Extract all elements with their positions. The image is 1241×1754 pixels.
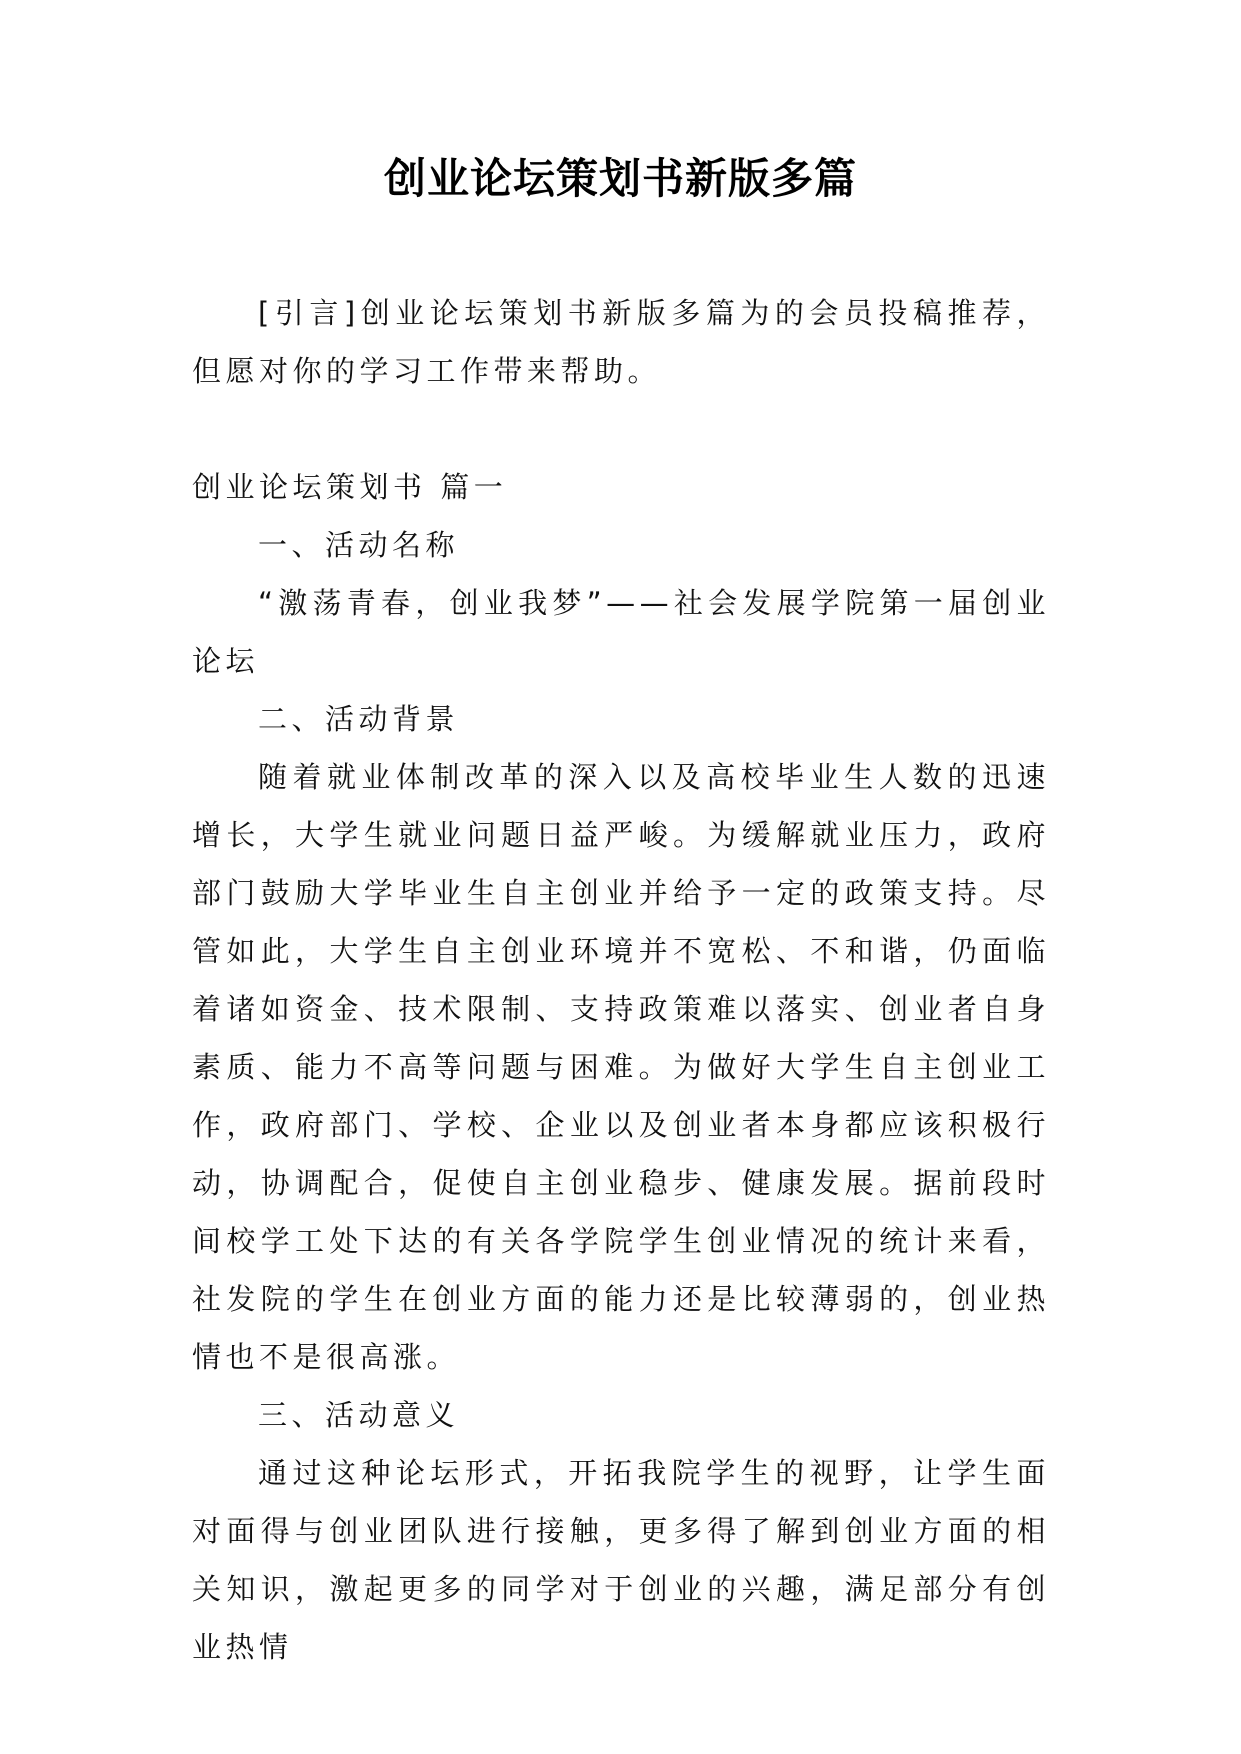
item2-paragraph: 随着就业体制改革的深入以及高校毕业生人数的迅速增长，大学生就业问题日益严峻。为缓解就业压力，政府部门鼓励大学毕业生自主创业并给予一定的政策支持。尽管如此，大学生自主创业环境并不宽松、不和谐，仍面临着诸如资金、技术限制、支持政策难以落实、创业者自身素质、能力不高等问题与困难。为做好大学生自主创业工作，政府部门、学校、企业以及创业者本身都应该积极行动，协调配合，促使自主创业稳步、健康发展。据前段时间校学工处下达的有关各学院学生创业情况的统计来看，社发院的学生在创业方面的能力还是比较薄弱的，创业热情也不是很高涨。: [192, 760, 1050, 1374]
item2-heading: 二、活动背景: [258, 702, 460, 736]
intro-paragraph: [引言]创业论坛策划书新版多篇为的会员投稿推荐，但愿对你的学习工作带来帮助。: [192, 296, 1050, 388]
section-heading: 创业论坛策划书 篇一: [192, 470, 508, 504]
item3-heading: 三、活动意义: [258, 1398, 460, 1432]
document-body: [192, 284, 1050, 1676]
item3-paragraph: 通过这种论坛形式，开拓我院学生的视野，让学生面对面得与创业团队进行接触，更多得了解到创业方面的相关知识，激起更多的同学对于创业的兴趣，满足部分有创业热情: [192, 1456, 1050, 1664]
document-title: 创业论坛策划书新版多篇: [383, 154, 857, 203]
item1-paragraph: “激荡青春，创业我梦”——社会发展学院第一届创业论坛: [192, 586, 1050, 678]
item1-heading: 一、活动名称: [258, 528, 460, 562]
paragraph-spacer: [192, 400, 1050, 458]
